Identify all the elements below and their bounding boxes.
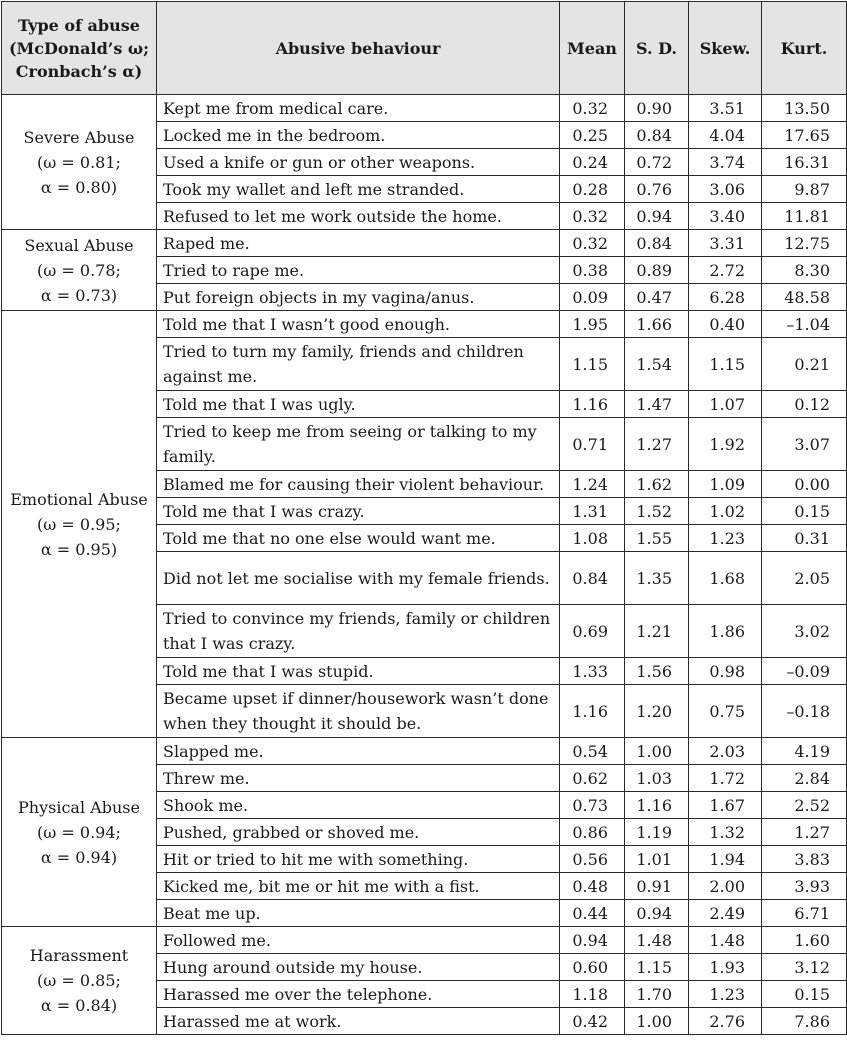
sd-cell: 1.03 bbox=[625, 765, 689, 792]
abuse-statistics-table bbox=[1, 1, 847, 1035]
mean-cell: 1.24 bbox=[560, 471, 625, 498]
abuse-type-omega: (ω = 0.85; bbox=[37, 971, 121, 990]
abuse-type-name: Sexual Abuse bbox=[24, 235, 134, 255]
behaviour-cell: Beat me up. bbox=[157, 900, 560, 927]
behaviour-cell: Kicked me, bit me or hit me with a fist. bbox=[157, 873, 560, 900]
sd-cell: 0.76 bbox=[625, 176, 689, 203]
sd-cell: 0.90 bbox=[625, 95, 689, 122]
sd-cell: 0.84 bbox=[625, 122, 689, 149]
kurt-cell: 0.21 bbox=[762, 338, 847, 391]
kurt-cell: 0.15 bbox=[762, 981, 847, 1008]
type-header-line-3: Cronbach’s α) bbox=[15, 61, 143, 81]
kurt-cell: 4.19 bbox=[762, 738, 847, 765]
behaviour-cell: Told me that I was ugly. bbox=[157, 391, 560, 418]
kurt-cell: 6.71 bbox=[762, 900, 847, 927]
sd-cell: 1.66 bbox=[625, 311, 689, 338]
mean-cell: 1.15 bbox=[560, 338, 625, 391]
kurt-cell: 7.86 bbox=[762, 1008, 847, 1035]
abuse-type-alpha: α = 0.94) bbox=[40, 847, 118, 867]
sd-cell: 1.16 bbox=[625, 792, 689, 819]
sd-cell: 0.91 bbox=[625, 873, 689, 900]
mean-cell: 1.95 bbox=[560, 311, 625, 338]
mean-cell: 1.18 bbox=[560, 981, 625, 1008]
mean-cell: 1.08 bbox=[560, 525, 625, 552]
sd-cell: 1.19 bbox=[625, 819, 689, 846]
mean-cell: 0.32 bbox=[560, 95, 625, 122]
sd-cell: 0.84 bbox=[625, 230, 689, 257]
header-row bbox=[2, 2, 847, 95]
kurt-cell: 9.87 bbox=[762, 176, 847, 203]
table-row bbox=[2, 927, 847, 954]
table-row bbox=[2, 95, 847, 122]
mean-cell: 0.44 bbox=[560, 900, 625, 927]
behaviour-cell: Hung around outside my house. bbox=[157, 954, 560, 981]
behaviour-cell: Told me that I was stupid. bbox=[157, 658, 560, 685]
skew-cell: 1.86 bbox=[689, 605, 762, 658]
mean-cell: 0.42 bbox=[560, 1008, 625, 1035]
sd-cell: 1.47 bbox=[625, 391, 689, 418]
mean-cell: 0.28 bbox=[560, 176, 625, 203]
kurt-cell: –1.04 bbox=[762, 311, 847, 338]
sd-cell: 1.15 bbox=[625, 954, 689, 981]
abuse-type-alpha: α = 0.80) bbox=[40, 177, 118, 197]
abusive-behaviour-header: Abusive behaviour bbox=[157, 2, 560, 95]
type-header-line-2: (McDonald’s ω; bbox=[8, 38, 150, 58]
behaviour-cell: Shook me. bbox=[157, 792, 560, 819]
skew-cell: 3.06 bbox=[689, 176, 762, 203]
behaviour-cell: Tried to rape me. bbox=[157, 257, 560, 284]
skew-cell: 1.68 bbox=[689, 552, 762, 605]
skew-cell: 1.09 bbox=[689, 471, 762, 498]
skew-cell: 0.40 bbox=[689, 311, 762, 338]
sd-cell: 1.56 bbox=[625, 658, 689, 685]
sd-cell: 0.89 bbox=[625, 257, 689, 284]
kurt-cell: 3.12 bbox=[762, 954, 847, 981]
kurt-cell: 16.31 bbox=[762, 149, 847, 176]
skew-cell: 4.04 bbox=[689, 122, 762, 149]
skew-cell: 3.51 bbox=[689, 95, 762, 122]
behaviour-cell: Harassed me at work. bbox=[157, 1008, 560, 1035]
skew-cell: 0.75 bbox=[689, 685, 762, 738]
table-row bbox=[2, 230, 847, 257]
behaviour-cell: Tried to convince my friends, family or children that I was crazy. bbox=[157, 605, 560, 658]
abuse-type-cell bbox=[2, 927, 157, 1035]
abuse-type-name: Emotional Abuse bbox=[10, 489, 148, 509]
kurt-cell: 0.12 bbox=[762, 391, 847, 418]
kurt-cell: 2.84 bbox=[762, 765, 847, 792]
mean-cell: 0.71 bbox=[560, 418, 625, 471]
mean-cell: 0.84 bbox=[560, 552, 625, 605]
abuse-type-alpha: α = 0.95) bbox=[40, 539, 118, 559]
skew-cell: 3.31 bbox=[689, 230, 762, 257]
skew-cell: 3.40 bbox=[689, 203, 762, 230]
sd-cell: 1.00 bbox=[625, 1008, 689, 1035]
behaviour-cell: Told me that no one else would want me. bbox=[157, 525, 560, 552]
kurt-cell: 12.75 bbox=[762, 230, 847, 257]
behaviour-cell: Pushed, grabbed or shoved me. bbox=[157, 819, 560, 846]
behaviour-cell: Put foreign objects in my vagina/anus. bbox=[157, 284, 560, 311]
kurt-cell: 3.83 bbox=[762, 846, 847, 873]
mean-cell: 0.94 bbox=[560, 927, 625, 954]
kurt-cell: 2.52 bbox=[762, 792, 847, 819]
kurt-cell: 3.07 bbox=[762, 418, 847, 471]
behaviour-cell: Blamed me for causing their violent behaviour. bbox=[157, 471, 560, 498]
table-row bbox=[2, 738, 847, 765]
behaviour-cell: Kept me from medical care. bbox=[157, 95, 560, 122]
sd-cell: 1.52 bbox=[625, 498, 689, 525]
sd-cell: 0.94 bbox=[625, 203, 689, 230]
type-of-abuse-header bbox=[2, 2, 157, 95]
mean-cell: 0.60 bbox=[560, 954, 625, 981]
skew-cell: 2.76 bbox=[689, 1008, 762, 1035]
kurt-cell: 1.60 bbox=[762, 927, 847, 954]
kurt-cell: 11.81 bbox=[762, 203, 847, 230]
kurt-cell: 0.15 bbox=[762, 498, 847, 525]
behaviour-cell: Raped me. bbox=[157, 230, 560, 257]
kurt-cell: 1.27 bbox=[762, 819, 847, 846]
mean-cell: 0.25 bbox=[560, 122, 625, 149]
skew-cell: 1.92 bbox=[689, 418, 762, 471]
abuse-type-name: Harassment bbox=[29, 946, 129, 965]
sd-cell: 1.54 bbox=[625, 338, 689, 391]
skew-cell: 1.07 bbox=[689, 391, 762, 418]
skew-cell: 3.74 bbox=[689, 149, 762, 176]
kurt-cell: 3.93 bbox=[762, 873, 847, 900]
mean-cell: 1.33 bbox=[560, 658, 625, 685]
sd-header: S. D. bbox=[625, 2, 689, 95]
skew-cell: 1.48 bbox=[689, 927, 762, 954]
mean-cell: 0.38 bbox=[560, 257, 625, 284]
skew-cell: 1.93 bbox=[689, 954, 762, 981]
behaviour-cell: Followed me. bbox=[157, 927, 560, 954]
abuse-type-cell bbox=[2, 95, 157, 230]
behaviour-cell: Tried to turn my family, friends and children against me. bbox=[157, 338, 560, 391]
skew-cell: 1.67 bbox=[689, 792, 762, 819]
sd-cell: 1.55 bbox=[625, 525, 689, 552]
mean-cell: 1.16 bbox=[560, 685, 625, 738]
behaviour-cell: Hit or tried to hit me with something. bbox=[157, 846, 560, 873]
kurt-cell: 8.30 bbox=[762, 257, 847, 284]
mean-cell: 0.24 bbox=[560, 149, 625, 176]
skew-cell: 2.72 bbox=[689, 257, 762, 284]
skew-cell: 2.49 bbox=[689, 900, 762, 927]
sd-cell: 0.94 bbox=[625, 900, 689, 927]
skew-cell: 6.28 bbox=[689, 284, 762, 311]
abuse-type-name: Severe Abuse bbox=[23, 127, 135, 147]
mean-cell: 1.31 bbox=[560, 498, 625, 525]
abuse-type-alpha: α = 0.84) bbox=[40, 996, 118, 1015]
skew-cell: 1.94 bbox=[689, 846, 762, 873]
mean-cell: 0.86 bbox=[560, 819, 625, 846]
abuse-type-cell bbox=[2, 230, 157, 311]
kurt-cell: –0.18 bbox=[762, 685, 847, 738]
mean-cell: 1.16 bbox=[560, 391, 625, 418]
kurt-cell: 48.58 bbox=[762, 284, 847, 311]
behaviour-cell: Told me that I was crazy. bbox=[157, 498, 560, 525]
behaviour-cell: Threw me. bbox=[157, 765, 560, 792]
behaviour-cell: Became upset if dinner/housework wasn’t done when they thought it should be. bbox=[157, 685, 560, 738]
table-row bbox=[2, 311, 847, 338]
sd-cell: 1.00 bbox=[625, 738, 689, 765]
skew-cell: 1.32 bbox=[689, 819, 762, 846]
mean-cell: 0.62 bbox=[560, 765, 625, 792]
mean-cell: 0.54 bbox=[560, 738, 625, 765]
skew-cell: 1.15 bbox=[689, 338, 762, 391]
kurt-cell: 0.00 bbox=[762, 471, 847, 498]
sd-cell: 1.21 bbox=[625, 605, 689, 658]
kurt-cell: 0.31 bbox=[762, 525, 847, 552]
skew-cell: 2.03 bbox=[689, 738, 762, 765]
behaviour-cell: Tried to keep me from seeing or talking to my family. bbox=[157, 418, 560, 471]
skew-cell: 1.23 bbox=[689, 981, 762, 1008]
mean-cell: 0.09 bbox=[560, 284, 625, 311]
skew-cell: 1.72 bbox=[689, 765, 762, 792]
skew-cell: 1.23 bbox=[689, 525, 762, 552]
behaviour-cell: Told me that I wasn’t good enough. bbox=[157, 311, 560, 338]
abuse-type-alpha: α = 0.73) bbox=[40, 285, 118, 305]
table-body bbox=[2, 95, 847, 1035]
sd-cell: 1.20 bbox=[625, 685, 689, 738]
sd-cell: 1.48 bbox=[625, 927, 689, 954]
behaviour-cell: Harassed me over the telephone. bbox=[157, 981, 560, 1008]
behaviour-cell: Used a knife or gun or other weapons. bbox=[157, 149, 560, 176]
mean-cell: 0.73 bbox=[560, 792, 625, 819]
behaviour-cell: Took my wallet and left me stranded. bbox=[157, 176, 560, 203]
sd-cell: 1.01 bbox=[625, 846, 689, 873]
abuse-type-omega: (ω = 0.94; bbox=[37, 822, 121, 842]
sd-cell: 1.62 bbox=[625, 471, 689, 498]
behaviour-cell: Locked me in the bedroom. bbox=[157, 122, 560, 149]
mean-header: Mean bbox=[560, 2, 625, 95]
skew-header: Skew. bbox=[689, 2, 762, 95]
sd-cell: 0.47 bbox=[625, 284, 689, 311]
mean-cell: 0.32 bbox=[560, 203, 625, 230]
kurt-cell: 3.02 bbox=[762, 605, 847, 658]
abuse-type-cell bbox=[2, 311, 157, 738]
sd-cell: 1.27 bbox=[625, 418, 689, 471]
kurt-cell: 17.65 bbox=[762, 122, 847, 149]
sd-cell: 1.70 bbox=[625, 981, 689, 1008]
abuse-type-omega: (ω = 0.95; bbox=[37, 514, 121, 534]
mean-cell: 0.69 bbox=[560, 605, 625, 658]
behaviour-cell: Refused to let me work outside the home. bbox=[157, 203, 560, 230]
kurt-header: Kurt. bbox=[762, 2, 847, 95]
mean-cell: 0.32 bbox=[560, 230, 625, 257]
abuse-type-name: Physical Abuse bbox=[18, 797, 140, 817]
skew-cell: 1.02 bbox=[689, 498, 762, 525]
kurt-cell: 13.50 bbox=[762, 95, 847, 122]
abuse-type-cell bbox=[2, 738, 157, 927]
behaviour-cell: Slapped me. bbox=[157, 738, 560, 765]
kurt-cell: 2.05 bbox=[762, 552, 847, 605]
abuse-type-omega: (ω = 0.81; bbox=[37, 152, 121, 172]
skew-cell: 0.98 bbox=[689, 658, 762, 685]
type-header-line-1: Type of abuse bbox=[18, 15, 140, 35]
sd-cell: 0.72 bbox=[625, 149, 689, 176]
kurt-cell: –0.09 bbox=[762, 658, 847, 685]
mean-cell: 0.48 bbox=[560, 873, 625, 900]
sd-cell: 1.35 bbox=[625, 552, 689, 605]
abuse-type-omega: (ω = 0.78; bbox=[37, 260, 121, 280]
mean-cell: 0.56 bbox=[560, 846, 625, 873]
skew-cell: 2.00 bbox=[689, 873, 762, 900]
behaviour-cell: Did not let me socialise with my female friends. bbox=[157, 552, 560, 605]
